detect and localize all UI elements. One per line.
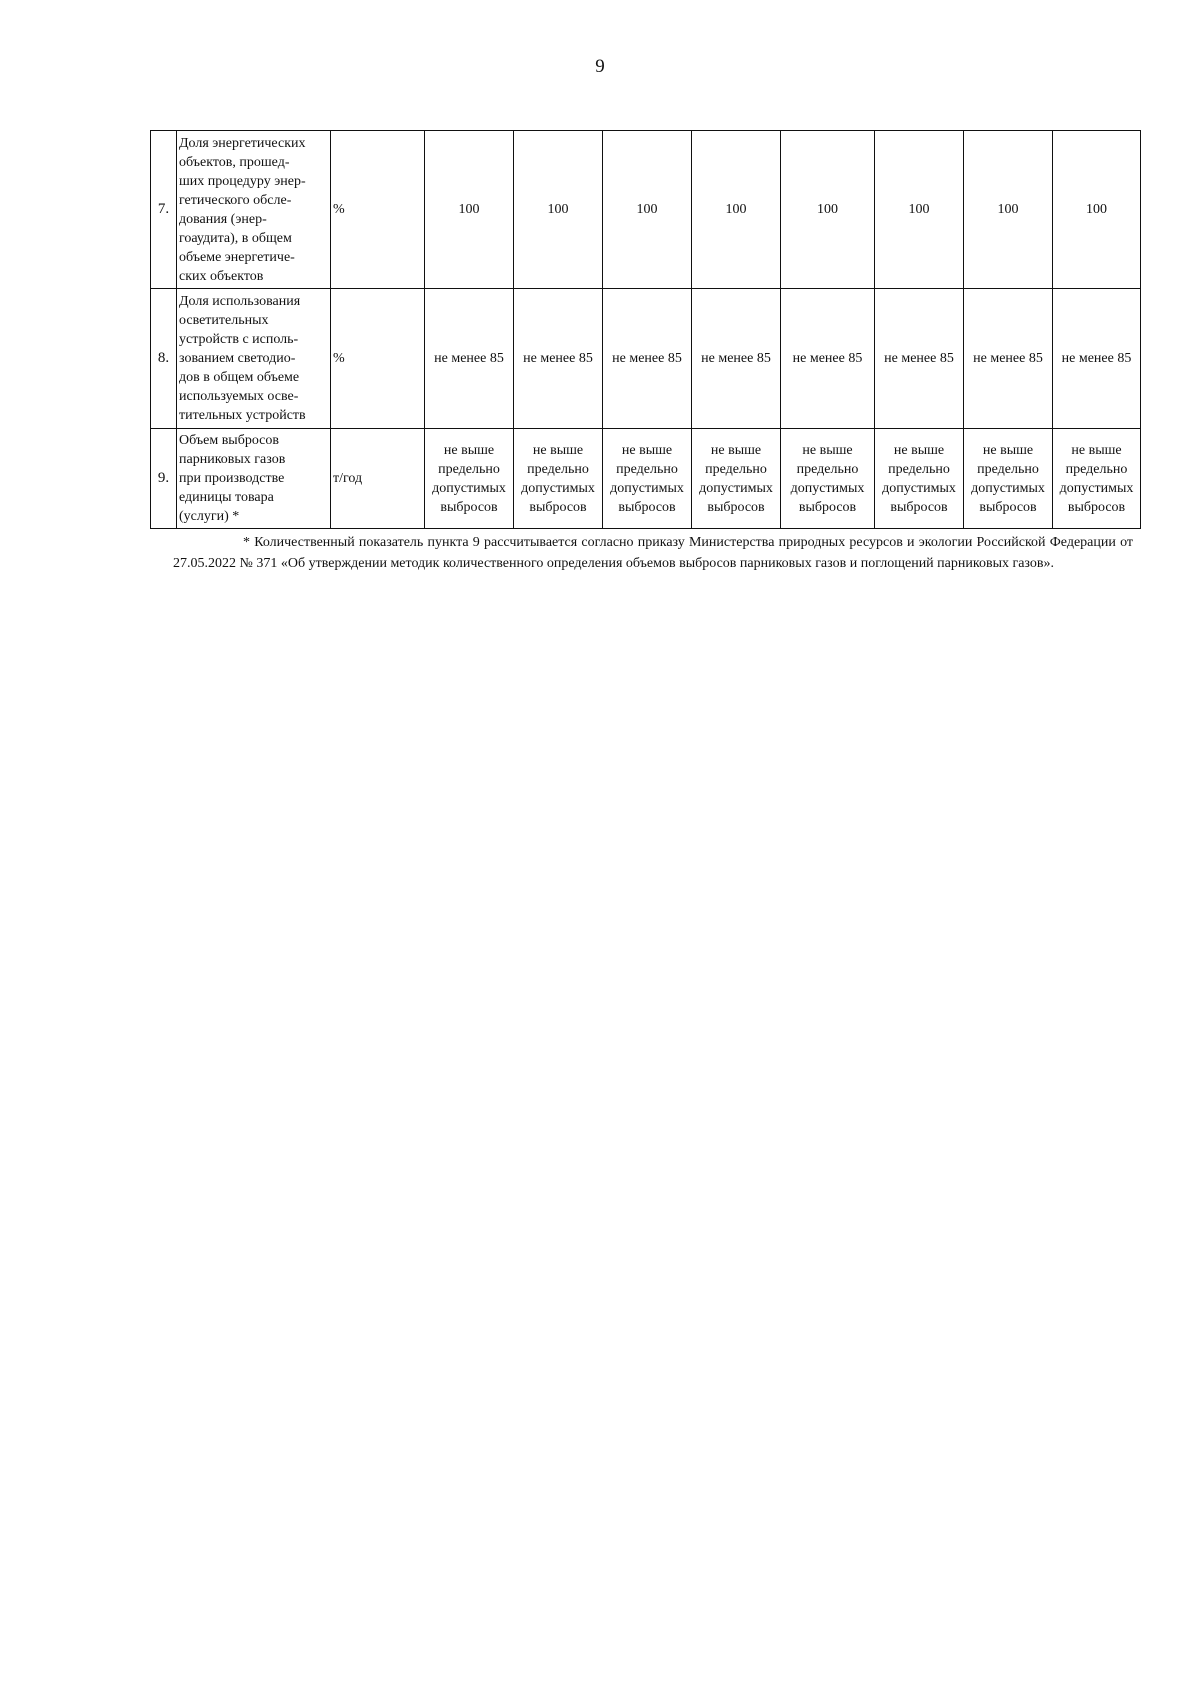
- value-cell: не менее 85: [781, 289, 875, 429]
- footnote-text: * Количественный показатель пункта 9 рассчитывается согласно приказу Министерства природных ресурсов и экологии Российской Федерации от 27.05.2022 № 371 «Об утверждении методик количественного определения объемов выбросов парниковых газов и поглощений парниковых газов».: [173, 535, 1133, 571]
- value-line: не выше: [802, 442, 853, 458]
- indicator-name-line: осветительных: [179, 313, 269, 328]
- indicator-name-line: дов в общем объеме: [179, 370, 300, 385]
- value-line: выбросов: [707, 499, 765, 515]
- table-row: [151, 131, 1141, 289]
- value-line: допустимых: [1059, 480, 1134, 496]
- indicator-name-line: (услуги) *: [179, 509, 240, 524]
- value-cell: [964, 429, 1053, 529]
- value-line: не выше: [532, 442, 584, 458]
- value-line: предельно: [438, 461, 500, 477]
- indicator-name-line: ших процедуру энер-: [179, 173, 306, 189]
- indicator-name-line: дования (энер-: [179, 211, 267, 227]
- indicators-table: [150, 130, 1141, 529]
- value-line: выбросов: [798, 499, 857, 515]
- indicator-name-line: устройств с исполь-: [179, 332, 299, 347]
- page-number: 9: [595, 56, 605, 77]
- row-number: 9.: [151, 429, 177, 529]
- value-cell: [1053, 429, 1141, 529]
- value-cell: не менее 85: [514, 289, 603, 429]
- value-cell: не менее 85: [964, 289, 1053, 429]
- value-line: предельно: [796, 461, 859, 477]
- unit-of-measure: %: [331, 289, 425, 429]
- value-cell: [514, 429, 603, 529]
- value-line: выбросов: [890, 499, 948, 515]
- value-cell: 100: [1053, 131, 1141, 289]
- indicator-name-line: Доля энергетических: [179, 135, 306, 151]
- unit-of-measure: %: [331, 131, 425, 289]
- indicator-name: [177, 429, 331, 529]
- value-line: допустимых: [882, 480, 956, 496]
- value-cell: [692, 429, 781, 529]
- value-cell: [875, 429, 964, 529]
- value-line: не выше: [982, 442, 1034, 458]
- value-line: допустимых: [971, 480, 1045, 496]
- value-line: предельно: [616, 461, 678, 477]
- value-cell: не менее 85: [425, 289, 514, 429]
- value-cell: 100: [425, 131, 514, 289]
- value-line: предельно: [888, 461, 950, 477]
- value-line: предельно: [705, 461, 767, 477]
- table-row: [151, 289, 1141, 429]
- value-cell: не менее 85: [692, 289, 781, 429]
- value-cell: [603, 429, 692, 529]
- value-cell: 100: [514, 131, 603, 289]
- indicator-name-line: ских объектов: [179, 268, 264, 284]
- indicator-name-line: Объем выбросов: [179, 433, 280, 448]
- value-line: допустимых: [610, 480, 684, 496]
- indicator-name: [177, 131, 331, 289]
- footnote: [173, 532, 1133, 574]
- row-number: 8.: [151, 289, 177, 429]
- value-line: выбросов: [529, 499, 587, 515]
- indicator-name-line: объектов, прошед-: [179, 154, 290, 170]
- value-cell: [781, 429, 875, 529]
- value-line: выбросов: [618, 499, 676, 515]
- value-cell: не менее 85: [875, 289, 964, 429]
- value-cell: [425, 429, 514, 529]
- value-line: выбросов: [1067, 499, 1126, 515]
- value-line: предельно: [1065, 461, 1128, 477]
- indicator-name-line: парниковых газов: [179, 452, 286, 467]
- value-cell: 100: [781, 131, 875, 289]
- value-cell: 100: [964, 131, 1053, 289]
- indicator-name-line: используемых осве-: [179, 389, 299, 404]
- value-line: допустимых: [790, 480, 865, 496]
- indicator-name-line: Доля использования: [179, 294, 301, 309]
- value-line: предельно: [977, 461, 1039, 477]
- value-cell: 100: [875, 131, 964, 289]
- value-line: выбросов: [979, 499, 1037, 515]
- value-line: не выше: [443, 442, 495, 458]
- value-line: выбросов: [440, 499, 498, 515]
- row-number: 7.: [151, 131, 177, 289]
- value-line: предельно: [527, 461, 589, 477]
- value-line: допустимых: [699, 480, 773, 496]
- value-line: не выше: [1071, 442, 1122, 458]
- unit-of-measure: т/год: [331, 429, 425, 529]
- indicator-name-line: тительных устройств: [179, 408, 306, 423]
- indicator-name-line: гетического обсле-: [179, 192, 292, 208]
- value-cell: 100: [692, 131, 781, 289]
- indicator-name-line: единицы товара: [179, 490, 274, 505]
- indicator-name-line: гоаудита), в общем: [179, 230, 292, 246]
- value-line: допустимых: [521, 480, 595, 496]
- value-cell: не менее 85: [1053, 289, 1141, 429]
- value-line: не выше: [710, 442, 762, 458]
- table-row: [151, 429, 1141, 529]
- indicator-name: [177, 289, 331, 429]
- indicator-name-line: объеме энергетиче-: [179, 249, 295, 265]
- indicator-name-line: зованием светодио-: [179, 351, 296, 366]
- value-cell: не менее 85: [603, 289, 692, 429]
- value-cell: 100: [603, 131, 692, 289]
- value-line: допустимых: [432, 480, 506, 496]
- value-line: не выше: [621, 442, 673, 458]
- indicator-name-line: при производстве: [179, 471, 285, 486]
- value-line: не выше: [893, 442, 945, 458]
